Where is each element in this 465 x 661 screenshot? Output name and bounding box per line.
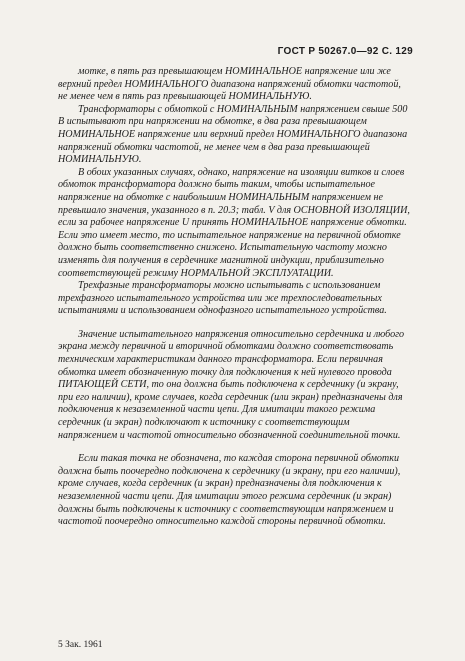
paragraph-5: Значение испытательного напряжения относительно сердечника и любого экрана между первичной и вторичной обмотками должно соответствовать техническим характеристикам данного трансформатора. Если первичная обмотка имеет обозначенную точку для подключения к ней нулевого провода ПИТАЮЩЕЙ СЕТИ, то она должна быть подключена к сердечнику (и экрану, при его наличии), кроме случаев, когда сердечник (или экран) предназначены для подключения к незаземленной части цепи. Для имитации такого режима сердечник (и экран) подключают к источнику с соответствующим напряжением и частотой относительно обозначенной соединительной точки.: [58, 328, 405, 441]
paragraph-2: Трансформаторы с обмоткой с НОМИНАЛЬНЫМ напряжением свыше 500 В испытывают при напряжении на обмотке, в два раза превышающем НОМИНАЛЬНОЕ напряжение или верхний предел НОМИНАЛЬНОГО диапазона напряжений обмотки частотой, не менее чем в два раза превышающей НОМИНАЛЬНУЮ.: [58, 103, 408, 166]
paragraph-1: мотке, в пять раз превышающем НОМИНАЛЬНОЕ напряжение или же верхний предел НОМИНАЛЬНОГО диапазона напряжений обмотки частотой, не менее чем в пять раз превышающей НОМИНАЛЬНУЮ.: [58, 66, 401, 103]
page-footer-note: 5 Зак. 1961: [58, 640, 103, 650]
body-text: [58, 66, 410, 529]
paragraph-6: Если такая точка не обозначена, то каждая сторона первичной обмотки должна быть поочередно подключена к сердечнику (и экрану, при его наличии), кроме случаев, когда сердечник (и экран) предназначены для подключения к незаземленной части цепи. Для имитации этого режима сердечник (и экран) должны быть подключены к источнику с соответствующим напряжением и частотой поочередно относительно каждой стороны первичной обмотки.: [58, 453, 401, 528]
paragraph-4: Трехфазные трансформаторы можно испытывать с использованием трехфазного испытательного устройства или же трехпоследовательных испытаниями и использованием однофазного испытательного устройства.: [58, 280, 387, 317]
paragraph-3: В обоих указанных случаях, однако, напряжение на изоляции витков и слоев обмоток трансформатора должно быть таким, чтобы испытательное напряжение на обмотке с наибольшим НОМИНАЛЬНЫМ напряжением не превышало значения, указанного в п. 20.3; табл. V для ОСНОВНОЙ ИЗОЛЯЦИИ, если за рабочее напряжение U принять НОМИНАЛЬНОЕ напряжение обмотки. Если это имеет место, то испытательное напряжение на первичной обмотке должно быть соответственно снижено. Испытательную частоту можно изменять для получения в сердечнике магнитной индукции, приблизительно соответствующей режиму НОРМАЛЬНОЙ ЭКСПЛУАТАЦИИ.: [58, 166, 410, 279]
page-header: ГОСТ Р 50267.0—92 С. 129: [277, 46, 413, 57]
